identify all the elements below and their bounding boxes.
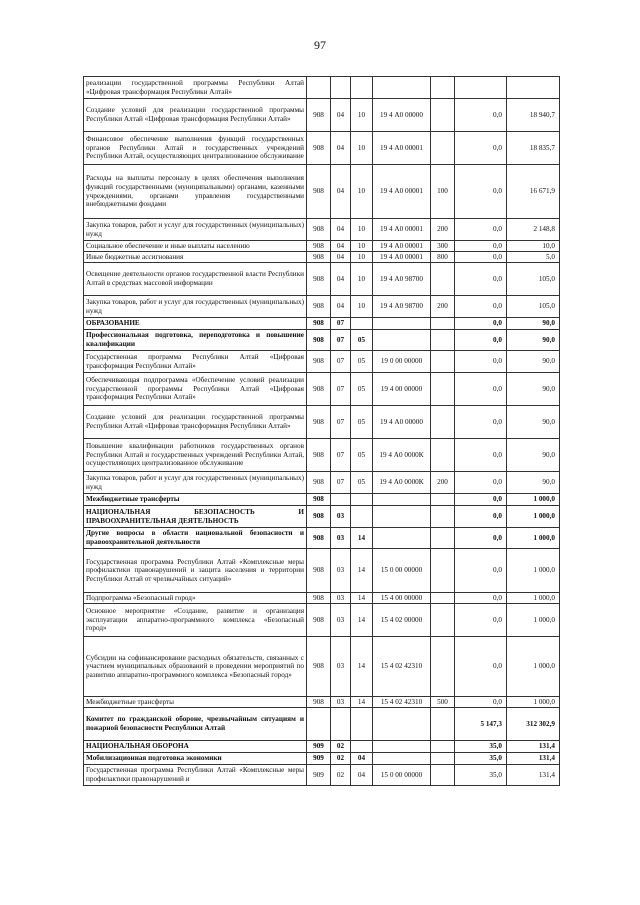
cell-adm: 908 xyxy=(307,252,331,263)
cell-rz: 07 xyxy=(331,406,351,439)
table-row xyxy=(84,165,560,219)
cell-vr: 500 xyxy=(431,697,455,708)
cell-v2: 131,4 xyxy=(507,753,560,765)
cell-csr: 19 4 А0 0000К xyxy=(373,472,431,494)
cell-pr xyxy=(351,741,373,753)
cell-rz: 07 xyxy=(331,318,351,330)
cell-csr: 15 0 00 00000 xyxy=(373,549,431,593)
cell-v2: 18 835,7 xyxy=(507,132,560,165)
cell-rz: 02 xyxy=(331,741,351,753)
table-row xyxy=(84,318,560,330)
cell-rz: 02 xyxy=(331,765,351,786)
cell-desc: ОБРАЗОВАНИЕ xyxy=(84,318,307,330)
cell-vr xyxy=(431,528,455,549)
cell-pr: 05 xyxy=(351,406,373,439)
cell-adm: 908 xyxy=(307,296,331,318)
cell-csr: 19 4 А0 00001 xyxy=(373,132,431,165)
table-row xyxy=(84,753,560,765)
cell-desc: Межбюджетные трансферты xyxy=(84,494,307,506)
cell-pr: 10 xyxy=(351,263,373,296)
cell-vr xyxy=(431,99,455,132)
cell-csr: 15 4 00 00000 xyxy=(373,593,431,604)
cell-pr: 10 xyxy=(351,132,373,165)
table-row xyxy=(84,494,560,506)
cell-csr: 15 4 02 42310 xyxy=(373,697,431,708)
table-row xyxy=(84,593,560,604)
table-row xyxy=(84,252,560,263)
table-row xyxy=(84,604,560,637)
cell-desc: Профессиональная подготовка, переподготовка и повышение квалификации xyxy=(84,330,307,351)
cell-rz: 04 xyxy=(331,241,351,252)
cell-v2: 90,0 xyxy=(507,351,560,373)
cell-desc: Основное мероприятие «Создание, развитие и организация эксплуатации аппаратно-программного комплекса «Безопасный город» xyxy=(84,604,307,637)
cell-vr xyxy=(431,77,455,99)
cell-v1: 0,0 xyxy=(455,637,507,697)
cell-vr xyxy=(431,549,455,593)
cell-pr: 10 xyxy=(351,165,373,219)
cell-desc: Обеспечивающая подпрограмма «Обеспечение условий реализации государственной программы Республики Алтай «Цифровая трансформация Республики Алтай» xyxy=(84,373,307,406)
cell-adm: 908 xyxy=(307,219,331,241)
cell-rz: 04 xyxy=(331,219,351,241)
cell-pr xyxy=(351,77,373,99)
cell-vr xyxy=(431,330,455,351)
cell-csr xyxy=(373,506,431,528)
cell-vr: 200 xyxy=(431,472,455,494)
cell-rz: 03 xyxy=(331,604,351,637)
cell-v1: 5 147,3 xyxy=(455,708,507,741)
cell-rz: 04 xyxy=(331,252,351,263)
cell-desc: Межбюджетные трансферты xyxy=(84,697,307,708)
cell-adm: 909 xyxy=(307,765,331,786)
cell-v2: 105,0 xyxy=(507,296,560,318)
cell-v2: 2 148,8 xyxy=(507,219,560,241)
cell-vr xyxy=(431,351,455,373)
cell-csr xyxy=(373,494,431,506)
cell-vr: 200 xyxy=(431,219,455,241)
cell-adm: 909 xyxy=(307,753,331,765)
table-row xyxy=(84,219,560,241)
cell-v1: 0,0 xyxy=(455,296,507,318)
cell-csr: 19 4 А0 00001 xyxy=(373,252,431,263)
cell-pr: 14 xyxy=(351,549,373,593)
cell-pr xyxy=(351,506,373,528)
cell-v2: 312 302,9 xyxy=(507,708,560,741)
cell-v2: 10,0 xyxy=(507,241,560,252)
cell-desc: НАЦИОНАЛЬНАЯ ОБОРОНА xyxy=(84,741,307,753)
cell-csr xyxy=(373,77,431,99)
cell-v2: 90,0 xyxy=(507,330,560,351)
cell-v2: 1 000,0 xyxy=(507,593,560,604)
cell-csr: 15 4 02 00000 xyxy=(373,604,431,637)
cell-csr xyxy=(373,330,431,351)
cell-v1: 0,0 xyxy=(455,593,507,604)
cell-rz: 07 xyxy=(331,330,351,351)
cell-v1: 0,0 xyxy=(455,472,507,494)
cell-adm: 908 xyxy=(307,697,331,708)
cell-adm: 908 xyxy=(307,406,331,439)
cell-adm: 908 xyxy=(307,165,331,219)
cell-adm: 908 xyxy=(307,263,331,296)
table-row xyxy=(84,373,560,406)
cell-v1: 0,0 xyxy=(455,263,507,296)
cell-csr: 19 4 А0 00001 xyxy=(373,241,431,252)
cell-csr: 19 4 А0 00001 xyxy=(373,219,431,241)
cell-v2: 1 000,0 xyxy=(507,494,560,506)
cell-csr: 15 0 00 00000 xyxy=(373,765,431,786)
cell-v2: 1 000,0 xyxy=(507,697,560,708)
cell-adm xyxy=(307,708,331,741)
cell-v1: 0,0 xyxy=(455,252,507,263)
page-number: 97 xyxy=(314,38,326,52)
table-row xyxy=(84,708,560,741)
cell-csr xyxy=(373,318,431,330)
cell-vr xyxy=(431,637,455,697)
cell-adm: 909 xyxy=(307,741,331,753)
cell-rz xyxy=(331,494,351,506)
cell-vr xyxy=(431,406,455,439)
cell-desc: Государственная программа Республики Алтай «Комплексные меры профилактики правонарушений и xyxy=(84,765,307,786)
cell-desc: Другие вопросы в области национальной безопасности и правоохранительной деятельности xyxy=(84,528,307,549)
cell-adm: 908 xyxy=(307,604,331,637)
cell-v1: 0,0 xyxy=(455,330,507,351)
cell-rz: 03 xyxy=(331,593,351,604)
cell-csr: 19 4 00 00000 xyxy=(373,373,431,406)
cell-vr xyxy=(431,765,455,786)
cell-pr: 04 xyxy=(351,753,373,765)
cell-desc: Создание условий для реализации государственной программы Республики Алтай «Цифровая трансформация Республики Алтай» xyxy=(84,99,307,132)
cell-vr xyxy=(431,263,455,296)
cell-rz: 04 xyxy=(331,296,351,318)
cell-v1: 0,0 xyxy=(455,406,507,439)
table-row xyxy=(84,77,560,99)
cell-v1: 0,0 xyxy=(455,549,507,593)
cell-pr: 14 xyxy=(351,604,373,637)
cell-v2: 1 000,0 xyxy=(507,528,560,549)
cell-desc: Создание условий для реализации государственной программы Республики Алтай «Цифровая трансформация Республики Алтай» xyxy=(84,406,307,439)
cell-desc: Подпрограмма «Безопасный город» xyxy=(84,593,307,604)
table-row xyxy=(84,132,560,165)
cell-v2: 90,0 xyxy=(507,318,560,330)
cell-csr xyxy=(373,753,431,765)
cell-v1: 0,0 xyxy=(455,132,507,165)
cell-rz: 03 xyxy=(331,549,351,593)
cell-pr: 05 xyxy=(351,330,373,351)
cell-vr xyxy=(431,439,455,472)
cell-pr: 14 xyxy=(351,593,373,604)
cell-v2: 90,0 xyxy=(507,373,560,406)
table-body xyxy=(84,77,560,786)
cell-desc: Иные бюджетные ассигнования xyxy=(84,252,307,263)
cell-desc: реализации государственной программы Республики Алтай «Цифровая трансформация Республики Алтай» xyxy=(84,77,307,99)
cell-v1: 0,0 xyxy=(455,373,507,406)
cell-v2: 18 940,7 xyxy=(507,99,560,132)
cell-pr: 04 xyxy=(351,765,373,786)
cell-desc: Государственная программа Республики Алтай «Цифровая трансформация Республики Алтай» xyxy=(84,351,307,373)
table-row xyxy=(84,765,560,786)
cell-pr: 05 xyxy=(351,373,373,406)
table-row xyxy=(84,263,560,296)
cell-pr: 10 xyxy=(351,219,373,241)
cell-rz: 03 xyxy=(331,506,351,528)
cell-desc: Социальное обеспечение и иные выплаты населению xyxy=(84,241,307,252)
cell-adm: 908 xyxy=(307,528,331,549)
table-row xyxy=(84,472,560,494)
cell-v1: 35,0 xyxy=(455,753,507,765)
cell-v2: 105,0 xyxy=(507,263,560,296)
cell-adm: 908 xyxy=(307,549,331,593)
cell-vr xyxy=(431,318,455,330)
cell-rz xyxy=(331,77,351,99)
table-row xyxy=(84,406,560,439)
cell-v1: 0,0 xyxy=(455,165,507,219)
cell-csr: 19 4 А0 00001 xyxy=(373,165,431,219)
cell-desc: Комитет по гражданской обороне, чрезвычайным ситуациям и пожарной безопасности Республики Алтай xyxy=(84,708,307,741)
cell-rz: 07 xyxy=(331,351,351,373)
cell-rz: 07 xyxy=(331,439,351,472)
cell-pr: 10 xyxy=(351,99,373,132)
cell-pr: 05 xyxy=(351,472,373,494)
cell-adm: 908 xyxy=(307,506,331,528)
cell-pr: 05 xyxy=(351,439,373,472)
cell-csr: 19 0 00 00000 xyxy=(373,351,431,373)
cell-desc: Освещение деятельности органов государственной власти Республики Алтай в средствах массовой информации xyxy=(84,263,307,296)
cell-v1: 35,0 xyxy=(455,741,507,753)
table-row xyxy=(84,439,560,472)
cell-v1: 0,0 xyxy=(455,99,507,132)
cell-adm: 908 xyxy=(307,373,331,406)
cell-v1: 35,0 xyxy=(455,765,507,786)
cell-v2: 5,0 xyxy=(507,252,560,263)
cell-pr: 05 xyxy=(351,351,373,373)
cell-adm: 908 xyxy=(307,494,331,506)
cell-vr xyxy=(431,132,455,165)
cell-desc: Расходы на выплаты персоналу в целях обеспечения выполнения функций государственными (муниципальными) органами, казенными учреждениями, органами управления государственными внебюджетными фондами xyxy=(84,165,307,219)
cell-vr xyxy=(431,604,455,637)
cell-desc: Закупка товаров, работ и услуг для государственных (муниципальных) нужд xyxy=(84,472,307,494)
table-row xyxy=(84,528,560,549)
cell-csr: 15 4 02 42310 xyxy=(373,637,431,697)
cell-adm: 908 xyxy=(307,439,331,472)
cell-rz: 03 xyxy=(331,637,351,697)
cell-csr xyxy=(373,528,431,549)
cell-v1: 0,0 xyxy=(455,351,507,373)
cell-v2: 16 671,9 xyxy=(507,165,560,219)
cell-adm: 908 xyxy=(307,637,331,697)
cell-rz xyxy=(331,708,351,741)
cell-adm: 908 xyxy=(307,351,331,373)
cell-v1: 0,0 xyxy=(455,494,507,506)
cell-desc: Закупка товаров, работ и услуг для государственных (муниципальных) нужд xyxy=(84,296,307,318)
cell-rz: 07 xyxy=(331,373,351,406)
table-row xyxy=(84,697,560,708)
cell-csr: 19 4 А0 00000 xyxy=(373,99,431,132)
cell-v2: 90,0 xyxy=(507,439,560,472)
cell-desc: Субсидии на софинансирование расходных обязательств, связанных с участием муниципальных образований в проведении мероприятий по развитию аппаратно-программного комплекса «Безопасный город» xyxy=(84,637,307,697)
table-row xyxy=(84,241,560,252)
cell-pr xyxy=(351,318,373,330)
cell-csr: 19 4 А0 98700 xyxy=(373,263,431,296)
cell-vr xyxy=(431,708,455,741)
cell-rz: 02 xyxy=(331,753,351,765)
cell-vr xyxy=(431,741,455,753)
cell-adm: 908 xyxy=(307,472,331,494)
cell-vr: 200 xyxy=(431,296,455,318)
cell-rz: 04 xyxy=(331,263,351,296)
cell-adm: 908 xyxy=(307,132,331,165)
cell-rz: 03 xyxy=(331,697,351,708)
cell-v2: 1 000,0 xyxy=(507,506,560,528)
cell-rz: 03 xyxy=(331,528,351,549)
cell-pr xyxy=(351,708,373,741)
cell-v2: 1 000,0 xyxy=(507,549,560,593)
table-row xyxy=(84,549,560,593)
cell-v2: 131,4 xyxy=(507,765,560,786)
table-row xyxy=(84,741,560,753)
cell-vr xyxy=(431,506,455,528)
cell-rz: 04 xyxy=(331,132,351,165)
cell-v2: 90,0 xyxy=(507,406,560,439)
cell-v2: 90,0 xyxy=(507,472,560,494)
cell-csr: 19 4 А0 00000 xyxy=(373,406,431,439)
cell-v1: 0,0 xyxy=(455,604,507,637)
cell-pr: 10 xyxy=(351,296,373,318)
cell-desc: Государственная программа Республики Алтай «Комплексные меры профилактики правонарушений и защита населения и территории Республики Алтай от чрезвычайных ситуаций» xyxy=(84,549,307,593)
budget-table xyxy=(83,76,560,786)
cell-desc: Финансовое обеспечение выполнения функций государственных органов Республики Алтай и государственных учреждений Республики Алтай, осуществляющих централизованное обслуживание xyxy=(84,132,307,165)
cell-vr xyxy=(431,494,455,506)
cell-rz: 04 xyxy=(331,165,351,219)
cell-v1: 0,0 xyxy=(455,318,507,330)
cell-v2: 131,4 xyxy=(507,741,560,753)
cell-v1: 0,0 xyxy=(455,697,507,708)
cell-adm: 908 xyxy=(307,241,331,252)
cell-v2: 1 000,0 xyxy=(507,604,560,637)
cell-csr xyxy=(373,708,431,741)
table-row xyxy=(84,637,560,697)
cell-rz: 04 xyxy=(331,99,351,132)
cell-desc: Мобилизационная подготовка экономики xyxy=(84,753,307,765)
cell-v1: 0,0 xyxy=(455,241,507,252)
cell-adm: 908 xyxy=(307,330,331,351)
cell-csr xyxy=(373,741,431,753)
cell-pr: 14 xyxy=(351,528,373,549)
cell-pr xyxy=(351,494,373,506)
cell-v1: 0,0 xyxy=(455,219,507,241)
cell-vr: 300 xyxy=(431,241,455,252)
cell-pr: 14 xyxy=(351,637,373,697)
cell-desc: НАЦИОНАЛЬНАЯ БЕЗОПАСНОСТЬ И ПРАВООХРАНИТЕЛЬНАЯ ДЕЯТЕЛЬНОСТЬ xyxy=(84,506,307,528)
cell-desc: Повышение квалификации работников государственных органов Республики Алтай и государственных учреждений Республики Алтай, осуществляющих централизованное обслуживание xyxy=(84,439,307,472)
cell-rz: 07 xyxy=(331,472,351,494)
cell-v2: 1 000,0 xyxy=(507,637,560,697)
table-row xyxy=(84,330,560,351)
cell-vr xyxy=(431,373,455,406)
table-row xyxy=(84,99,560,132)
cell-csr: 19 4 А0 98700 xyxy=(373,296,431,318)
cell-v1: 0,0 xyxy=(455,528,507,549)
cell-vr: 100 xyxy=(431,165,455,219)
cell-adm xyxy=(307,77,331,99)
cell-v1 xyxy=(455,77,507,99)
table-row xyxy=(84,506,560,528)
cell-pr: 10 xyxy=(351,252,373,263)
cell-vr: 800 xyxy=(431,252,455,263)
cell-csr: 19 4 А0 0000К xyxy=(373,439,431,472)
cell-v1: 0,0 xyxy=(455,439,507,472)
cell-vr xyxy=(431,593,455,604)
cell-adm: 908 xyxy=(307,99,331,132)
cell-desc: Закупка товаров, работ и услуг для государственных (муниципальных) нужд xyxy=(84,219,307,241)
cell-v1: 0,0 xyxy=(455,506,507,528)
cell-pr: 14 xyxy=(351,697,373,708)
cell-adm: 908 xyxy=(307,318,331,330)
cell-adm: 908 xyxy=(307,593,331,604)
table-row xyxy=(84,296,560,318)
table-row xyxy=(84,351,560,373)
cell-pr: 10 xyxy=(351,241,373,252)
cell-vr xyxy=(431,753,455,765)
cell-v2 xyxy=(507,77,560,99)
